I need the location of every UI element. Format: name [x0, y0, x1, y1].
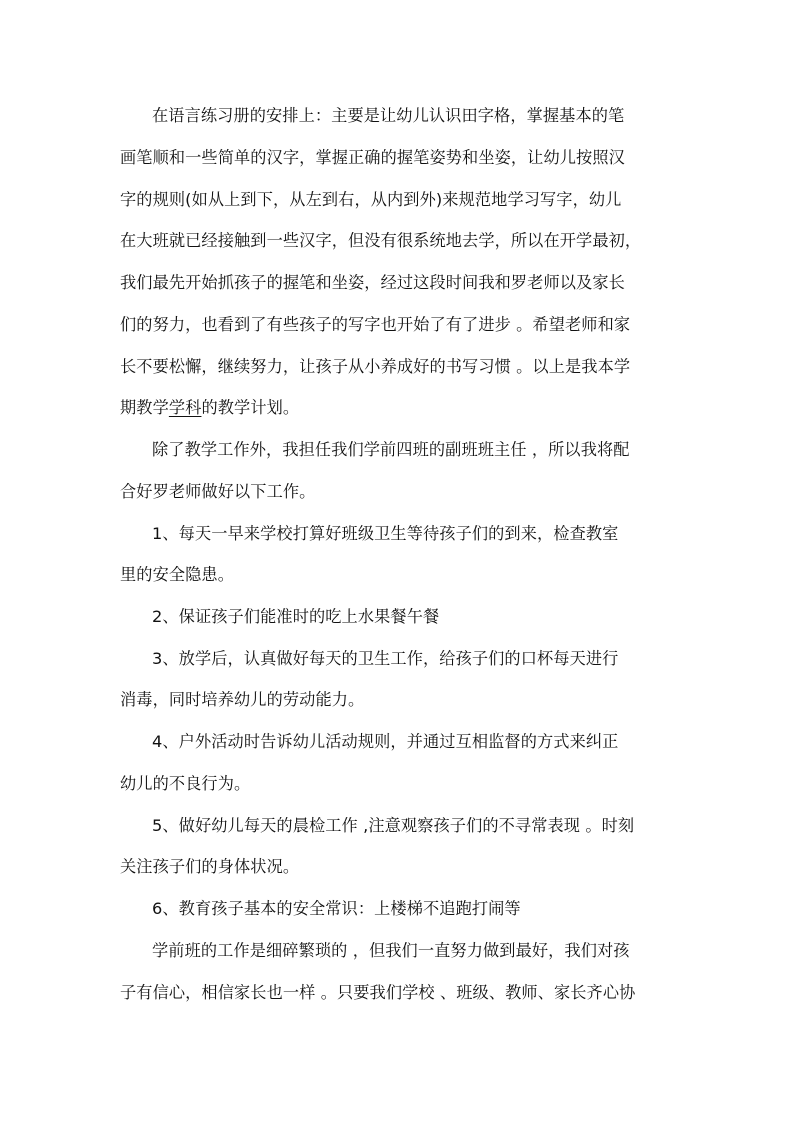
paragraph-line: 字的规则(如从上到下，从左到右，从内到外)来规范地学习写字，幼儿: [120, 190, 622, 209]
list-item-line: 4、户外活动时告诉幼儿活动规则，并通过互相监督的方式来纠正: [152, 732, 619, 751]
list-item-line: 5、做好幼儿每天的晨检工作 ,注意观察孩子们的不寻常表现 。时刻: [152, 816, 635, 835]
list-item-line: 幼儿的不良行为。: [120, 774, 251, 793]
paragraph-line: [120, 398, 299, 418]
list-item-line: 关注孩子们的身体状况。: [120, 857, 300, 876]
paragraph-line: 学前班的工作是细碎繁琐的 ，但我们一直努力做到最好，我们对孩: [152, 941, 630, 960]
list-item-line: 消毒，同时培养幼儿的劳动能力。: [120, 690, 365, 709]
underlined-term: 学科: [168, 398, 202, 417]
paragraph-line: 合好罗老师做好以下工作。: [120, 482, 316, 501]
list-item-line: 6、教育孩子基本的安全常识：上楼梯不追跑打闹等: [152, 899, 521, 918]
list-item-line: 里的安全隐患。: [120, 565, 235, 584]
paragraph-line: 在语言练习册的安排上：主要是让幼儿认识田字格，掌握基本的笔: [152, 106, 625, 125]
paragraph-line: 我们最先开始抓孩子的握笔和坐姿，经过这段时间我和罗老师以及家长: [120, 273, 625, 292]
paragraph-line: 们的努力，也看到了有些孩子的写字也开始了有了进步 。希望老师和家: [120, 315, 631, 334]
paragraph-line: 子有信心，相信家长也一样 。只要我们学校 、班级、教师、家长齐心协: [120, 983, 636, 1002]
text-segment: 期教学: [120, 398, 169, 417]
paragraph-line: 在大班就已经接触到一些汉字，但没有很系统地去学，所以在开学最初，: [120, 231, 642, 250]
list-item-line: 3、放学后，认真做好每天的卫生工作，给孩子们的口杯每天进行: [152, 649, 619, 668]
paragraph-line: 长不要松懈，继续努力，让孩子从小养成好的书写习惯 。以上是我本学: [120, 357, 631, 376]
paragraph-line: 除了教学工作外，我担任我们学前四班的副班班主任 ，所以我将配: [152, 440, 630, 459]
paragraph-line: 画笔顺和一些简单的汉字，掌握正确的握笔姿势和坐姿，让幼儿按照汉: [120, 148, 625, 167]
list-item-line: 1、每天一早来学校打算好班级卫生等待孩子们的到来，检查教室: [152, 524, 619, 543]
list-item-line: 2、保证孩子们能准时的吃上水果餐午餐: [152, 607, 440, 626]
text-segment: 的教学计划。: [201, 398, 300, 417]
